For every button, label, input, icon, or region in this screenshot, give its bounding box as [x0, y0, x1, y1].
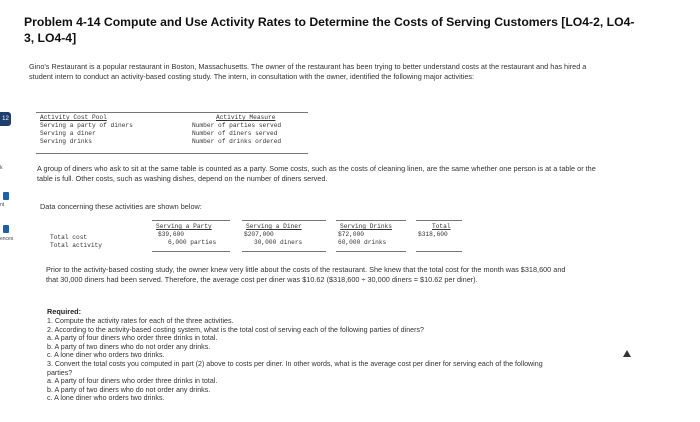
column-header: Total [432, 223, 451, 230]
edge-tab-label[interactable]: ences [0, 236, 14, 242]
book-icon[interactable] [3, 192, 9, 200]
pool-name: Serving drinks [40, 138, 92, 145]
pool-measure: Number of parties served [192, 122, 282, 129]
pool-name: Serving a party of diners [40, 122, 133, 129]
edge-tab-label[interactable]: k [0, 165, 3, 171]
total-activity-value: 6,000 parties [168, 239, 217, 246]
column-total [416, 220, 462, 252]
required-subitem: a. A party of four diners who order three drinks in total. [47, 334, 218, 343]
intro-paragraph: Gino's Restaurant is a popular restaurant in Boston, Massachusetts. The owner of the restaurant has been trying to better understand costs at the restaurant and has hired a student intern to conduct an activity-based costing study. The intern, in consultation with the owner, identified the following major activities: [29, 62, 587, 81]
total-cost-value: $318,600 [418, 231, 448, 238]
edge-tab-label[interactable]: nt [0, 202, 5, 208]
pool-name: Serving a diner [40, 130, 96, 137]
required-heading: Required: [47, 307, 82, 316]
pool-measure: Number of diners served [192, 130, 278, 137]
total-cost-value: $207,000 [244, 231, 274, 238]
required-subitem: c. A lone diner who orders two drinks. [47, 351, 165, 360]
mouse-cursor-icon [623, 350, 631, 357]
total-activity-value: 60,000 drinks [338, 239, 387, 246]
activity-data-table [44, 220, 464, 250]
column-header: Serving a Diner [246, 223, 302, 230]
pools-header-cost-pool: Activity Cost Pool [40, 114, 107, 121]
left-edge-strip [0, 0, 12, 422]
required-subitem: a. A party of four diners who order three drinks in total. [47, 377, 218, 386]
activity-pools-table [36, 112, 308, 154]
required-list [47, 317, 567, 403]
problem-title: Problem 4-14 Compute and Use Activity Rates to Determine the Costs of Serving Customers [LO4-2, LO4-3, LO4-4] [24, 15, 635, 45]
party-definition-paragraph: A group of diners who ask to sit at the same table is counted as a party. Some costs, such as the costs of cleaning linen, are the same whether one person is at a table or the table is full. Other costs, such as washing dishes, depend on the number of diners served. [37, 164, 596, 183]
question-number-badge[interactable]: 12 [0, 112, 11, 126]
total-cost-value: $72,000 [338, 231, 364, 238]
pool-measure: Number of drinks ordered [192, 138, 282, 145]
required-subitem: b. A party of two diners who do not order any drinks. [47, 385, 211, 394]
required-item: 3. Convert the total costs you computed in part (2) above to costs per diner. In other words, what is the average cost per diner for serving each of the following parties? [47, 359, 543, 377]
required-item: 1. Compute the activity rates for each of the three activities. [47, 317, 234, 325]
data-intro-text: Data concerning these activities are shown below: [40, 202, 202, 211]
total-activity-value: 30,000 diners [254, 239, 303, 246]
required-subitem: b. A party of two diners who do not order any drinks. [47, 342, 211, 351]
average-cost-paragraph: Prior to the activity-based costing study, the owner knew very little about the costs of the restaurant. She knew that the total cost for the month was $318,600 and that 30,000 diners had been served. Therefore, the average cost per diner was $10.62 ($318,600 ÷ 30,000 diners = $10.62 per diner). [46, 265, 566, 284]
column-serving-drinks [336, 220, 406, 252]
row-label-total-cost: Total cost [50, 234, 88, 241]
total-cost-value: $39,600 [158, 231, 184, 238]
column-header: Serving a Party [156, 223, 212, 230]
column-serving-diner [242, 220, 326, 252]
row-label-total-activity: Total activity [50, 242, 102, 249]
column-serving-party [152, 220, 230, 252]
required-item: 2. According to the activity-based costing system, what is the total cost of serving each of the following parties of diners? [47, 325, 424, 334]
pools-header-measure: Activity Measure [216, 114, 276, 121]
reference-icon[interactable] [3, 225, 9, 233]
required-subitem: c. A lone diner who orders two drinks. [47, 394, 165, 403]
column-header: Serving Drinks [340, 223, 392, 230]
